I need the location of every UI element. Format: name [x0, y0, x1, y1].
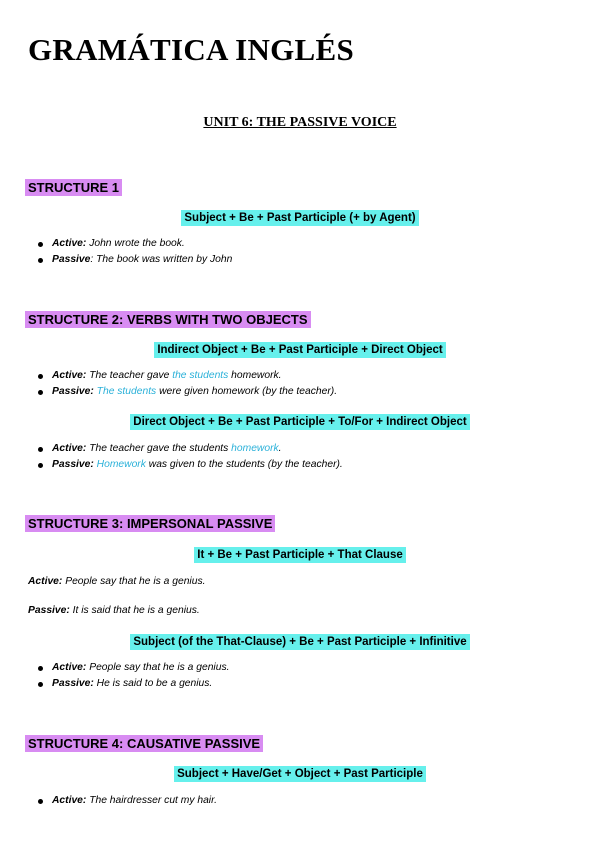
example-label: Passive: [28, 605, 70, 616]
structure-3-heading: STRUCTURE 3: IMPERSONAL PASSIVE [25, 515, 275, 532]
structure-2-formula-2: Direct Object + Be + Past Participle + To/For + Indirect Object [130, 414, 469, 430]
bullet-icon [38, 463, 43, 468]
structure-3-active-example [28, 575, 205, 589]
structure-2-formula-1-row [0, 340, 600, 358]
structure-1-formula: Subject + Be + Past Participle (+ by Agent) [181, 210, 418, 226]
example-label: Active: [52, 443, 87, 454]
example-text: was given to the students (by the teacher). [145, 459, 343, 470]
example-label: Active: [52, 795, 87, 806]
structure-2-formula-1: Indirect Object + Be + Past Participle + Direct Object [154, 342, 445, 358]
document-title: GRAMÁTICA INGLÉS [28, 32, 355, 67]
list-item [38, 384, 337, 400]
example-label: Passive [52, 254, 91, 265]
example-label: Active: [52, 662, 87, 673]
example-text: The hairdresser cut my hair. [86, 795, 218, 806]
example-text: were given homework (by the teacher). [156, 386, 338, 397]
highlighted-object: Homework [96, 459, 146, 470]
bullet-icon [38, 390, 43, 395]
example-label: Passive: [52, 386, 94, 397]
unit-title: UNIT 6: THE PASSIVE VOICE [203, 115, 397, 130]
example-label: Active: [52, 370, 87, 381]
structure-2-examples-2 [38, 441, 343, 473]
example-text: People say that he is a genius. [86, 662, 230, 673]
example-text: John wrote the book. [86, 238, 185, 249]
structure-3-passive-example [28, 604, 200, 618]
list-item [38, 368, 337, 384]
example-text: He is said to be a genius. [93, 678, 213, 689]
example-text: . [278, 443, 282, 454]
structure-1-heading: STRUCTURE 1 [25, 179, 122, 196]
structure-3-formula-1-row [0, 545, 600, 563]
bullet-icon [38, 666, 43, 671]
example-label: Active: [52, 238, 87, 249]
structure-4-formula-row [0, 764, 600, 782]
structure-3-examples [38, 660, 229, 692]
structure-1-examples [38, 236, 232, 268]
bullet-icon [38, 242, 43, 247]
example-text: homework. [228, 370, 282, 381]
bullet-icon [38, 799, 43, 804]
example-label: Passive: [52, 459, 94, 470]
bullet-icon [38, 374, 43, 379]
list-item [38, 252, 232, 268]
list-item [38, 236, 232, 252]
structure-2-heading: STRUCTURE 2: VERBS WITH TWO OBJECTS [25, 311, 311, 328]
list-item [38, 441, 343, 457]
structure-2-examples-1 [38, 368, 337, 400]
structure-1-formula-row [0, 208, 600, 226]
list-item [38, 793, 217, 809]
list-item [38, 676, 229, 692]
structure-4-formula: Subject + Have/Get + Object + Past Participle [174, 766, 426, 782]
example-text: The teacher gave the students [86, 443, 232, 454]
bullet-icon [38, 447, 43, 452]
example-label: Active: [28, 576, 63, 587]
structure-4-heading: STRUCTURE 4: CAUSATIVE PASSIVE [25, 735, 263, 752]
highlighted-object: The students [96, 386, 157, 397]
example-text: It is said that he is a genius. [69, 605, 200, 616]
example-text: The teacher gave [86, 370, 173, 381]
structure-3-formula-1: It + Be + Past Participle + That Clause [194, 547, 405, 563]
highlighted-object: homework [231, 443, 279, 454]
example-text: : The book was written by John [90, 254, 233, 265]
example-text: People say that he is a genius. [62, 576, 206, 587]
list-item [38, 457, 343, 473]
bullet-icon [38, 258, 43, 263]
structure-4-examples [38, 793, 217, 809]
structure-3-formula-2: Subject (of the That-Clause) + Be + Past Participle + Infinitive [130, 634, 469, 650]
list-item [38, 660, 229, 676]
bullet-icon [38, 682, 43, 687]
structure-2-formula-2-row [0, 412, 600, 430]
example-label: Passive: [52, 678, 94, 689]
highlighted-object: the students [172, 370, 229, 381]
structure-3-formula-2-row [0, 632, 600, 650]
